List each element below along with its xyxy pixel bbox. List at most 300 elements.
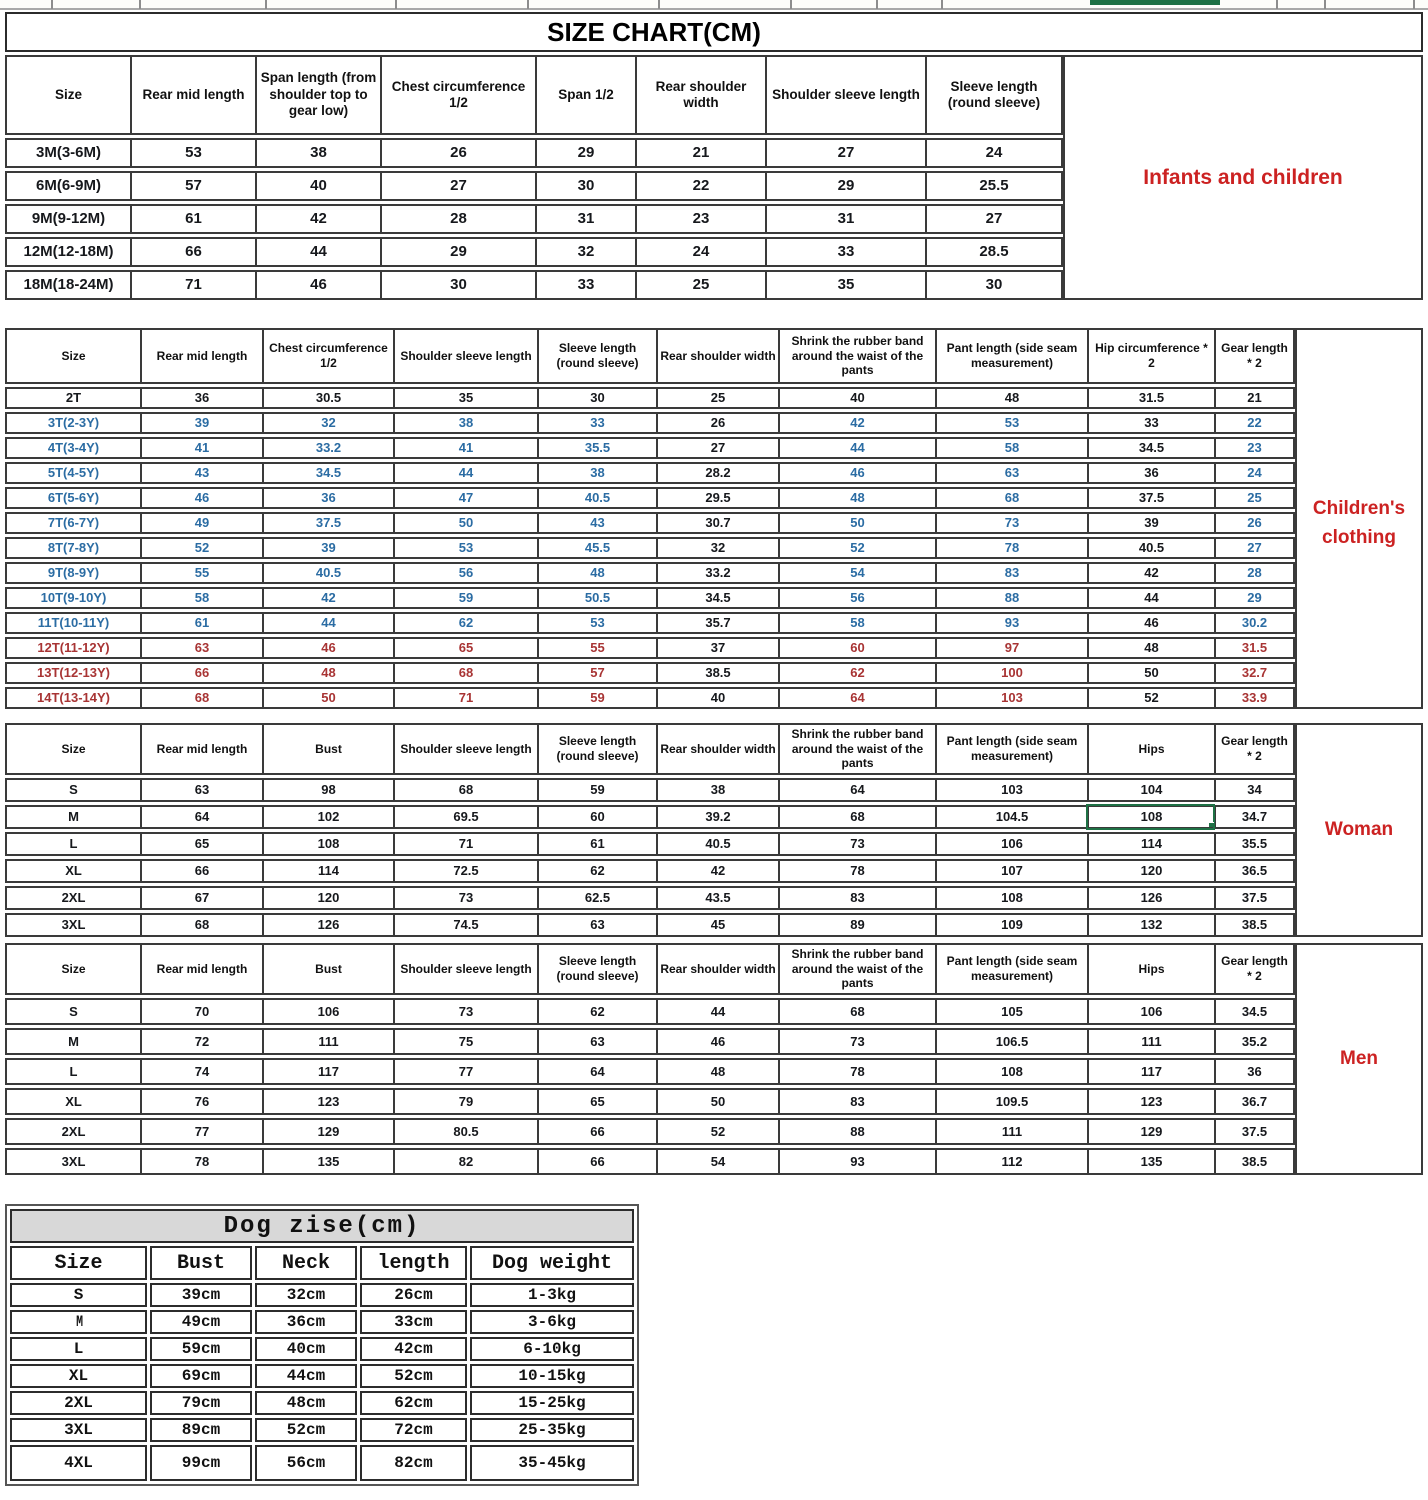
value-cell: 55 — [537, 637, 656, 659]
men-size-table — [5, 940, 1295, 1178]
value-cell: 65 — [537, 1088, 656, 1115]
value-cell: 21 — [635, 138, 765, 168]
value-cell: 47 — [393, 487, 537, 509]
size-cell: XL — [5, 1088, 140, 1115]
column-tick — [790, 0, 792, 9]
value-cell: 108 — [935, 886, 1087, 910]
value-cell: 35.2 — [1214, 1028, 1295, 1055]
value-cell: 32 — [656, 537, 778, 559]
value-cell: 30 — [925, 270, 1063, 300]
section-men — [5, 940, 1423, 1178]
size-cell: 9T(8-9Y) — [5, 562, 140, 584]
value-cell: 56 — [778, 587, 935, 609]
value-cell: 36.7 — [1214, 1088, 1295, 1115]
value-cell: 31.5 — [1214, 637, 1295, 659]
table-row — [5, 913, 1295, 937]
value-cell: 64 — [778, 687, 935, 709]
section-infants — [5, 52, 1423, 303]
value-cell: 38.5 — [1214, 1148, 1295, 1175]
value-cell: 30.5 — [262, 387, 393, 409]
value-cell: 36 — [1214, 1058, 1295, 1085]
value-cell: 50 — [656, 1088, 778, 1115]
value-cell: 43.5 — [656, 886, 778, 910]
table-row — [5, 237, 1063, 267]
value-cell: 37 — [656, 637, 778, 659]
value-cell: 123 — [262, 1088, 393, 1115]
size-cell: 12M(12-18M) — [5, 237, 130, 267]
header-row — [10, 1246, 634, 1280]
value-cell: 57 — [537, 662, 656, 684]
value-cell: 45 — [656, 913, 778, 937]
value-cell: 33.2 — [262, 437, 393, 459]
woman-size-table — [5, 720, 1295, 940]
value-cell: 25.5 — [925, 171, 1063, 201]
value-cell: 42 — [656, 859, 778, 883]
value-cell: 73 — [393, 998, 537, 1025]
spreadsheet-top-edge — [0, 0, 1428, 10]
value-cell: 25 — [1214, 487, 1295, 509]
size-cell: 6M(6-9M) — [5, 171, 130, 201]
size-cell: 4T(3-4Y) — [5, 437, 140, 459]
table-row — [5, 171, 1063, 201]
value-cell: 71 — [393, 687, 537, 709]
value-cell: 74.5 — [393, 913, 537, 937]
label-infants-and-children — [1063, 55, 1423, 300]
table-row — [5, 512, 1295, 534]
table-row — [5, 1028, 1295, 1055]
value-cell: 35.5 — [537, 437, 656, 459]
value-cell: 98 — [262, 778, 393, 802]
table-row — [5, 612, 1295, 634]
column-header: Size — [5, 723, 140, 775]
column-header: Shrink the rubber band around the waist of the pants — [778, 328, 935, 384]
table-row — [5, 637, 1295, 659]
column-header: Neck — [255, 1246, 357, 1280]
value-cell: 39 — [262, 537, 393, 559]
value-cell: 78 — [935, 537, 1087, 559]
value-cell: 59 — [537, 687, 656, 709]
size-cell: XL — [5, 859, 140, 883]
label-woman — [1295, 723, 1423, 937]
value-cell: 62 — [778, 662, 935, 684]
value-cell: 64 — [537, 1058, 656, 1085]
table-row — [10, 1391, 634, 1415]
column-header: Span 1/2 — [535, 55, 635, 135]
value-cell: 27 — [765, 138, 925, 168]
value-cell: 46 — [656, 1028, 778, 1055]
column-header: Sleeve length (round sleeve) — [537, 328, 656, 384]
value-cell: 25 — [656, 387, 778, 409]
value-cell: 40 — [656, 687, 778, 709]
value-cell: 35.7 — [656, 612, 778, 634]
value-cell: 46 — [778, 462, 935, 484]
column-header: Shoulder sleeve length — [393, 328, 537, 384]
column-header: Size — [10, 1246, 147, 1280]
column-header: Sleeve length (round sleeve) — [537, 943, 656, 995]
value-cell: 68 — [140, 687, 262, 709]
column-header: Pant length (side seam measurement) — [935, 328, 1087, 384]
value-cell: 67 — [140, 886, 262, 910]
column-header: Gear length * 2 — [1214, 723, 1295, 775]
column-header: Shrink the rubber band around the waist of the pants — [778, 943, 935, 995]
column-header: Sleeve length (round sleeve) — [925, 55, 1063, 135]
value-cell: 40.5 — [537, 487, 656, 509]
value-cell: 56 — [393, 562, 537, 584]
value-cell: 26 — [1214, 512, 1295, 534]
value-cell: 49cm — [150, 1310, 252, 1334]
size-cell: 9M(9-12M) — [5, 204, 130, 234]
value-cell: 50 — [393, 512, 537, 534]
value-cell: 68 — [393, 662, 537, 684]
value-cell: 78 — [778, 859, 935, 883]
value-cell: 106 — [935, 832, 1087, 856]
value-cell: 111 — [1087, 1028, 1214, 1055]
value-cell: 58 — [140, 587, 262, 609]
size-cell: M — [10, 1310, 147, 1334]
column-header: Bust — [150, 1246, 252, 1280]
value-cell: 66 — [140, 859, 262, 883]
value-cell: 31.5 — [1087, 387, 1214, 409]
value-cell: 39 — [1087, 512, 1214, 534]
value-cell: 34.5 — [656, 587, 778, 609]
value-cell: 83 — [778, 1088, 935, 1115]
value-cell: 38 — [537, 462, 656, 484]
value-cell: 31 — [765, 204, 925, 234]
value-cell: 42 — [255, 204, 380, 234]
value-cell: 97 — [935, 637, 1087, 659]
value-cell: 50.5 — [537, 587, 656, 609]
table-row — [5, 859, 1295, 883]
value-cell: 38 — [255, 138, 380, 168]
size-cell: 3T(2-3Y) — [5, 412, 140, 434]
value-cell: 38.5 — [656, 662, 778, 684]
value-cell: 46 — [140, 487, 262, 509]
infants-table-mount — [5, 52, 1063, 303]
column-tick — [527, 0, 529, 9]
value-cell: 33 — [537, 412, 656, 434]
value-cell: 73 — [393, 886, 537, 910]
column-header: Shoulder sleeve length — [393, 943, 537, 995]
value-cell: 29 — [380, 237, 535, 267]
value-cell: 28.5 — [925, 237, 1063, 267]
value-cell: 28 — [380, 204, 535, 234]
value-cell: 68 — [140, 913, 262, 937]
table-row — [5, 778, 1295, 802]
value-cell: 93 — [778, 1148, 935, 1175]
value-cell: 53 — [130, 138, 255, 168]
column-tick — [51, 0, 53, 9]
value-cell: 132 — [1087, 913, 1214, 937]
value-cell: 61 — [537, 832, 656, 856]
value-cell: 23 — [1214, 437, 1295, 459]
value-cell: 44 — [393, 462, 537, 484]
value-cell: 68 — [778, 998, 935, 1025]
size-cell: 3XL — [10, 1418, 147, 1442]
value-cell: 80.5 — [393, 1118, 537, 1145]
value-cell: 27 — [656, 437, 778, 459]
value-cell: 42 — [1087, 562, 1214, 584]
table-row — [5, 1148, 1295, 1175]
column-header: Gear length * 2 — [1214, 328, 1295, 384]
value-cell: 68 — [778, 805, 935, 829]
value-cell: 37.5 — [1087, 487, 1214, 509]
column-header: Rear mid length — [140, 328, 262, 384]
column-header: Rear shoulder width — [656, 943, 778, 995]
selection-remnant-line — [1090, 0, 1220, 5]
value-cell: 77 — [140, 1118, 262, 1145]
value-cell: 1-3kg — [470, 1283, 634, 1307]
value-cell: 27 — [1214, 537, 1295, 559]
value-cell: 44 — [255, 237, 380, 267]
value-cell: 77 — [393, 1058, 537, 1085]
value-cell: 60 — [537, 805, 656, 829]
size-cell: S — [5, 998, 140, 1025]
value-cell: 33.9 — [1214, 687, 1295, 709]
value-cell: 50 — [262, 687, 393, 709]
value-cell: 135 — [262, 1148, 393, 1175]
table-row — [5, 805, 1295, 829]
column-tick — [1324, 0, 1326, 9]
value-cell: 38.5 — [1214, 913, 1295, 937]
value-cell: 93 — [935, 612, 1087, 634]
value-cell: 88 — [935, 587, 1087, 609]
value-cell: 38 — [656, 778, 778, 802]
value-cell: 54 — [656, 1148, 778, 1175]
infants-size-table — [5, 52, 1063, 303]
value-cell: 39.2 — [656, 805, 778, 829]
size-cell: M — [5, 805, 140, 829]
value-cell: 36 — [262, 487, 393, 509]
size-cell: 2XL — [5, 886, 140, 910]
value-cell: 40 — [778, 387, 935, 409]
value-cell: 42cm — [360, 1337, 467, 1361]
column-header: Bust — [262, 943, 393, 995]
table-row — [10, 1337, 634, 1361]
value-cell: 129 — [262, 1118, 393, 1145]
value-cell: 29 — [535, 138, 635, 168]
header-row — [5, 723, 1295, 775]
column-header: Hips — [1087, 943, 1214, 995]
value-cell: 114 — [262, 859, 393, 883]
value-cell: 30.2 — [1214, 612, 1295, 634]
size-cell: 3M(3-6M) — [5, 138, 130, 168]
column-tick — [265, 0, 267, 9]
value-cell: 111 — [935, 1118, 1087, 1145]
dog-size-table-wrap — [5, 1204, 639, 1486]
size-cell: 3XL — [5, 913, 140, 937]
column-header: Rear mid length — [140, 943, 262, 995]
value-cell: 89cm — [150, 1418, 252, 1442]
value-cell: 48 — [935, 387, 1087, 409]
value-cell: 15-25kg — [470, 1391, 634, 1415]
value-cell: 106 — [1087, 998, 1214, 1025]
table-row — [5, 1118, 1295, 1145]
value-cell: 50 — [1087, 662, 1214, 684]
value-cell: 48 — [778, 487, 935, 509]
value-cell: 64 — [140, 805, 262, 829]
size-cell: L — [5, 832, 140, 856]
value-cell: 32.7 — [1214, 662, 1295, 684]
value-cell: 48 — [262, 662, 393, 684]
value-cell: 36 — [140, 387, 262, 409]
column-tick — [876, 0, 878, 9]
label-text: Men — [1340, 1048, 1378, 1069]
value-cell: 66 — [130, 237, 255, 267]
value-cell: 3-6kg — [470, 1310, 634, 1334]
table-row — [5, 1058, 1295, 1085]
value-cell: 73 — [778, 1028, 935, 1055]
value-cell: 42 — [262, 587, 393, 609]
value-cell: 50 — [778, 512, 935, 534]
value-cell: 72cm — [360, 1418, 467, 1442]
value-cell: 6-10kg — [470, 1337, 634, 1361]
value-cell: 31 — [535, 204, 635, 234]
value-cell: 35-45kg — [470, 1445, 634, 1481]
value-cell: 10-15kg — [470, 1364, 634, 1388]
value-cell: 78 — [778, 1058, 935, 1085]
column-header: Size — [5, 55, 130, 135]
value-cell: 58 — [778, 612, 935, 634]
column-header: Chest circumference 1/2 — [380, 55, 535, 135]
column-header: Rear shoulder width — [656, 328, 778, 384]
value-cell: 29 — [765, 171, 925, 201]
value-cell: 82cm — [360, 1445, 467, 1481]
value-cell: 24 — [635, 237, 765, 267]
value-cell: 39cm — [150, 1283, 252, 1307]
value-cell: 52 — [656, 1118, 778, 1145]
value-cell: 62 — [537, 859, 656, 883]
value-cell: 36 — [1087, 462, 1214, 484]
value-cell: 32 — [535, 237, 635, 267]
table-row — [5, 487, 1295, 509]
value-cell: 108 — [262, 832, 393, 856]
value-cell: 63 — [140, 778, 262, 802]
value-cell: 30.7 — [656, 512, 778, 534]
value-cell: 24 — [1214, 462, 1295, 484]
value-cell: 65 — [140, 832, 262, 856]
value-cell: 59cm — [150, 1337, 252, 1361]
value-cell: 79 — [393, 1088, 537, 1115]
page-title — [5, 12, 1423, 52]
table-row — [5, 537, 1295, 559]
value-cell: 39 — [140, 412, 262, 434]
column-tick — [658, 0, 660, 9]
value-cell: 27 — [380, 171, 535, 201]
table-row — [10, 1445, 634, 1481]
value-cell: 63 — [140, 637, 262, 659]
value-cell: 69cm — [150, 1364, 252, 1388]
value-cell: 104 — [1087, 778, 1214, 802]
table-row — [5, 462, 1295, 484]
woman-table-mount — [5, 720, 1295, 940]
value-cell: 40.5 — [262, 562, 393, 584]
size-cell: 8T(7-8Y) — [5, 537, 140, 559]
value-cell: 59 — [537, 778, 656, 802]
value-cell: 73 — [935, 512, 1087, 534]
dog-table-mount — [7, 1206, 637, 1484]
value-cell: 126 — [262, 913, 393, 937]
value-cell: 89 — [778, 913, 935, 937]
table-row — [5, 412, 1295, 434]
value-cell: 33 — [765, 237, 925, 267]
size-cell: L — [5, 1058, 140, 1085]
header-row — [5, 55, 1063, 135]
value-cell: 79cm — [150, 1391, 252, 1415]
value-cell: 30 — [535, 171, 635, 201]
size-cell: 7T(6-7Y) — [5, 512, 140, 534]
value-cell: 83 — [935, 562, 1087, 584]
column-header: Hip circumference * 2 — [1087, 328, 1214, 384]
value-cell: 28.2 — [656, 462, 778, 484]
value-cell: 68 — [935, 487, 1087, 509]
value-cell: 43 — [537, 512, 656, 534]
value-cell: 66 — [537, 1118, 656, 1145]
column-header: Shrink the rubber band around the waist of the pants — [778, 723, 935, 775]
value-cell: 126 — [1087, 886, 1214, 910]
column-header: Pant length (side seam measurement) — [935, 723, 1087, 775]
value-cell: 22 — [1214, 412, 1295, 434]
label-text: Infants and children — [1143, 165, 1343, 189]
column-header: Span length (from shoulder top to gear low) — [255, 55, 380, 135]
value-cell: 28 — [1214, 562, 1295, 584]
column-header: Sleeve length (round sleeve) — [537, 723, 656, 775]
value-cell: 71 — [130, 270, 255, 300]
value-cell: 69.5 — [393, 805, 537, 829]
column-header: length — [360, 1246, 467, 1280]
value-cell: 33.2 — [656, 562, 778, 584]
column-header: Rear mid length — [130, 55, 255, 135]
value-cell: 111 — [262, 1028, 393, 1055]
column-header: Gear length * 2 — [1214, 943, 1295, 995]
column-tick — [1276, 0, 1278, 9]
value-cell: 25-35kg — [470, 1418, 634, 1442]
value-cell: 104.5 — [935, 805, 1087, 829]
value-cell: 32cm — [255, 1283, 357, 1307]
column-header: Shoulder sleeve length — [765, 55, 925, 135]
section-woman — [5, 720, 1423, 940]
value-cell: 30 — [380, 270, 535, 300]
value-cell: 35 — [393, 387, 537, 409]
value-cell: 53 — [935, 412, 1087, 434]
value-cell: 40.5 — [656, 832, 778, 856]
value-cell: 49 — [140, 512, 262, 534]
value-cell: 58 — [935, 437, 1087, 459]
value-cell: 46 — [1087, 612, 1214, 634]
value-cell: 60 — [778, 637, 935, 659]
value-cell: 30 — [537, 387, 656, 409]
value-cell: 44 — [1087, 587, 1214, 609]
value-cell: 34.5 — [1087, 437, 1214, 459]
size-cell: L — [10, 1337, 147, 1361]
value-cell: 61 — [130, 204, 255, 234]
value-cell: 29 — [1214, 587, 1295, 609]
label-childrens-clothing — [1295, 328, 1423, 709]
value-cell: 24 — [925, 138, 1063, 168]
value-cell: 41 — [393, 437, 537, 459]
column-header: Pant length (side seam measurement) — [935, 943, 1087, 995]
size-cell: 3XL — [5, 1148, 140, 1175]
size-cell: 10T(9-10Y) — [5, 587, 140, 609]
table-row — [5, 587, 1295, 609]
value-cell: 117 — [262, 1058, 393, 1085]
value-cell: 41 — [140, 437, 262, 459]
column-header: Chest circumference 1/2 — [262, 328, 393, 384]
value-cell: 64 — [778, 778, 935, 802]
table-row — [5, 886, 1295, 910]
value-cell: 103 — [935, 687, 1087, 709]
value-cell: 62cm — [360, 1391, 467, 1415]
column-header: Rear mid length — [140, 723, 262, 775]
